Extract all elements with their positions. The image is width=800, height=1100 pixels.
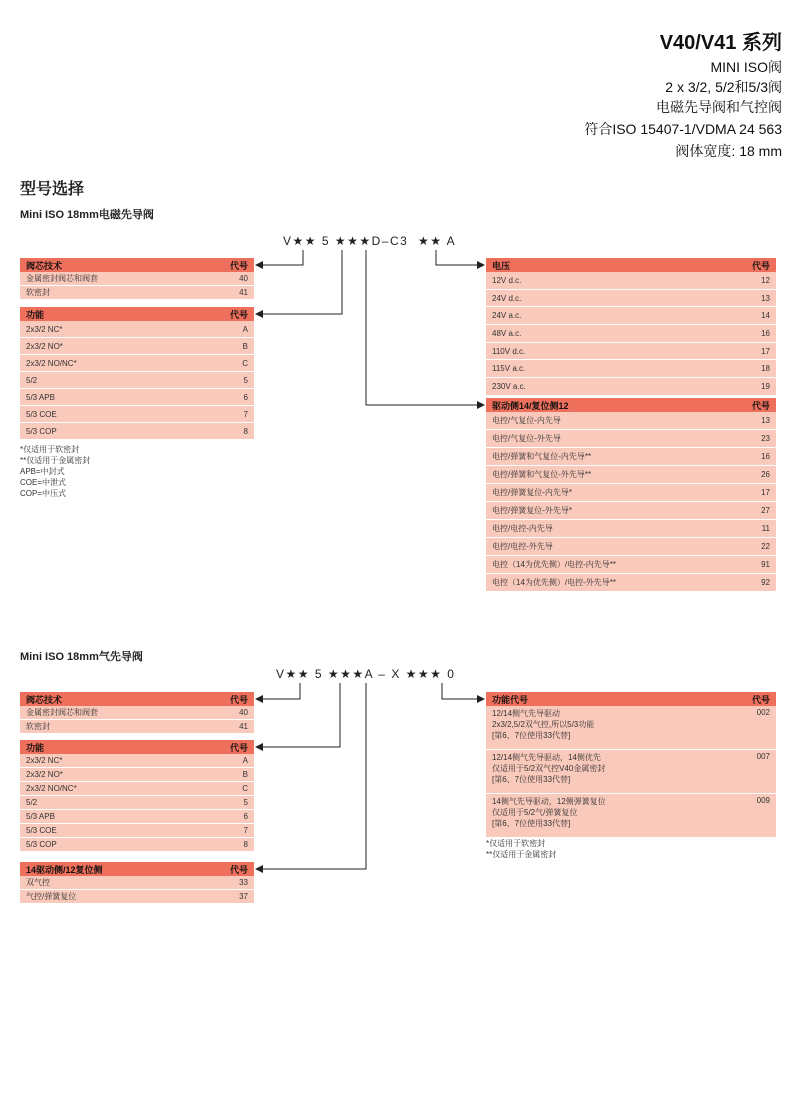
series-title: V40/V41 系列 [659, 32, 782, 54]
table-row: 12/14侧气先导驱动 2x3/2,5/2双气控,所以5/3功能 [第6、7位使用33代替] 002 [486, 706, 776, 750]
solenoid-type-code: V★★ 5 ★★★D–C3 ★★ A [283, 234, 457, 248]
table-row: 2x3/2 NO/NC* C [20, 782, 254, 796]
table-row: 电控/电控-外先导 22 [486, 538, 776, 556]
table-row: 电控/电控-内先导 11 [486, 520, 776, 538]
connector-pilot-actuation [256, 683, 366, 869]
table-header: 阀芯技术 代号 [20, 258, 254, 272]
pilot-notes: *仅适用于软密封 **仅适用于金属密封 [486, 839, 557, 859]
table-row: 2x3/2 NC* A [20, 754, 254, 768]
table-header: 电压 代号 [486, 258, 776, 272]
solenoid-subtitle: Mini ISO 18mm电磁先导阀 [20, 209, 154, 221]
table-header: 驱动侧14/复位侧12 代号 [486, 398, 776, 412]
table-row: 230V a.c. 19 [486, 378, 776, 396]
table-row: 电控/弹簧和气复位-内先导** 16 [486, 448, 776, 466]
table-header: 功能 代号 [20, 740, 254, 754]
table-row: 2x3/2 NO/NC* C [20, 355, 254, 372]
connector-seal [256, 250, 303, 265]
pilot-subtitle: Mini ISO 18mm气先导阀 [20, 651, 143, 663]
table-header: 14驱动侧/12复位侧 代号 [20, 862, 254, 876]
table-row: 12V d.c. 12 [486, 272, 776, 290]
table-row: 电控/弹簧复位-外先导* 27 [486, 502, 776, 520]
table-header: 阀芯技术 代号 [20, 692, 254, 706]
table-row: 5/3 APB 6 [20, 389, 254, 406]
table-row: 气控/弹簧复位 37 [20, 890, 254, 904]
table-row: 电控/气复位-内先导 13 [486, 412, 776, 430]
table-row: 电控（14为优先侧）/电控-内先导** 91 [486, 556, 776, 574]
table-row: 5/3 COP 8 [20, 423, 254, 440]
table-row: 24V d.c. 13 [486, 290, 776, 308]
header-line-1: MINI ISO阀 [710, 59, 782, 75]
header-line-3: 电磁先导阀和气控阀 [656, 99, 782, 115]
table-row: 24V a.c. 14 [486, 307, 776, 325]
table-row: 电控/弹簧复位-内先导* 17 [486, 484, 776, 502]
table-row: 12/14侧气先导驱动，14侧优先 仅适用于5/2双气控V40金属密封 [第6、7位使用33代替] 007 [486, 750, 776, 794]
table-row: 金属密封阀芯和阀套 40 [20, 272, 254, 286]
connector-pilot-seal [256, 683, 300, 699]
table-row: 双气控 33 [20, 876, 254, 890]
table-row: 5/2 5 [20, 796, 254, 810]
table-row: 14侧气先导驱动，12侧弹簧复位 仅适用于5/2气/弹簧复位 [第6、7位使用33代替] 009 [486, 794, 776, 838]
table-header: 功能代号 代号 [486, 692, 776, 706]
table-row: 5/3 COP 8 [20, 838, 254, 852]
table-row: 5/3 COE 7 [20, 824, 254, 838]
connector-pilot-function [256, 683, 340, 747]
table-row: 48V a.c. 16 [486, 325, 776, 343]
connector-actuation [366, 250, 484, 405]
header-line-2: 2 x 3/2, 5/2和5/3阀 [665, 79, 782, 95]
table-row: 电控/气复位-外先导 23 [486, 430, 776, 448]
table-row: 2x3/2 NO* B [20, 768, 254, 782]
section-title: 型号选择 [20, 181, 85, 198]
table-row: 电控（14为优先侧）/电控-外先导** 92 [486, 574, 776, 592]
table-row: 5/3 APB 6 [20, 810, 254, 824]
table-row: 电控/弹簧和气复位-外先导** 26 [486, 466, 776, 484]
header-line-4: 符合ISO 15407-1/VDMA 24 563 [584, 121, 782, 137]
solenoid-notes: *仅适用于软密封 **仅适用于金属密封 APB=中封式 COE=中泄式 COP=中压式 [20, 445, 91, 498]
table-row: 115V a.c. 18 [486, 360, 776, 378]
table-row: 5/3 COE 7 [20, 406, 254, 423]
table-row: 110V d.c. 17 [486, 343, 776, 361]
table-row: 软密封 41 [20, 286, 254, 300]
body-width: 阀体宽度: 18 mm [675, 143, 782, 159]
pilot-type-code: V★★ 5 ★★★A – X ★★★ 0 [276, 667, 456, 681]
table-header: 功能 代号 [20, 307, 254, 321]
table-row: 金属密封阀芯和阀套 40 [20, 706, 254, 720]
connector-function [256, 250, 342, 314]
table-row: 2x3/2 NO* B [20, 338, 254, 355]
connector-pilot-feature [442, 683, 484, 699]
connector-voltage [436, 250, 484, 265]
table-row: 5/2 5 [20, 372, 254, 389]
table-row: 软密封 41 [20, 720, 254, 734]
table-row: 2x3/2 NC* A [20, 321, 254, 338]
